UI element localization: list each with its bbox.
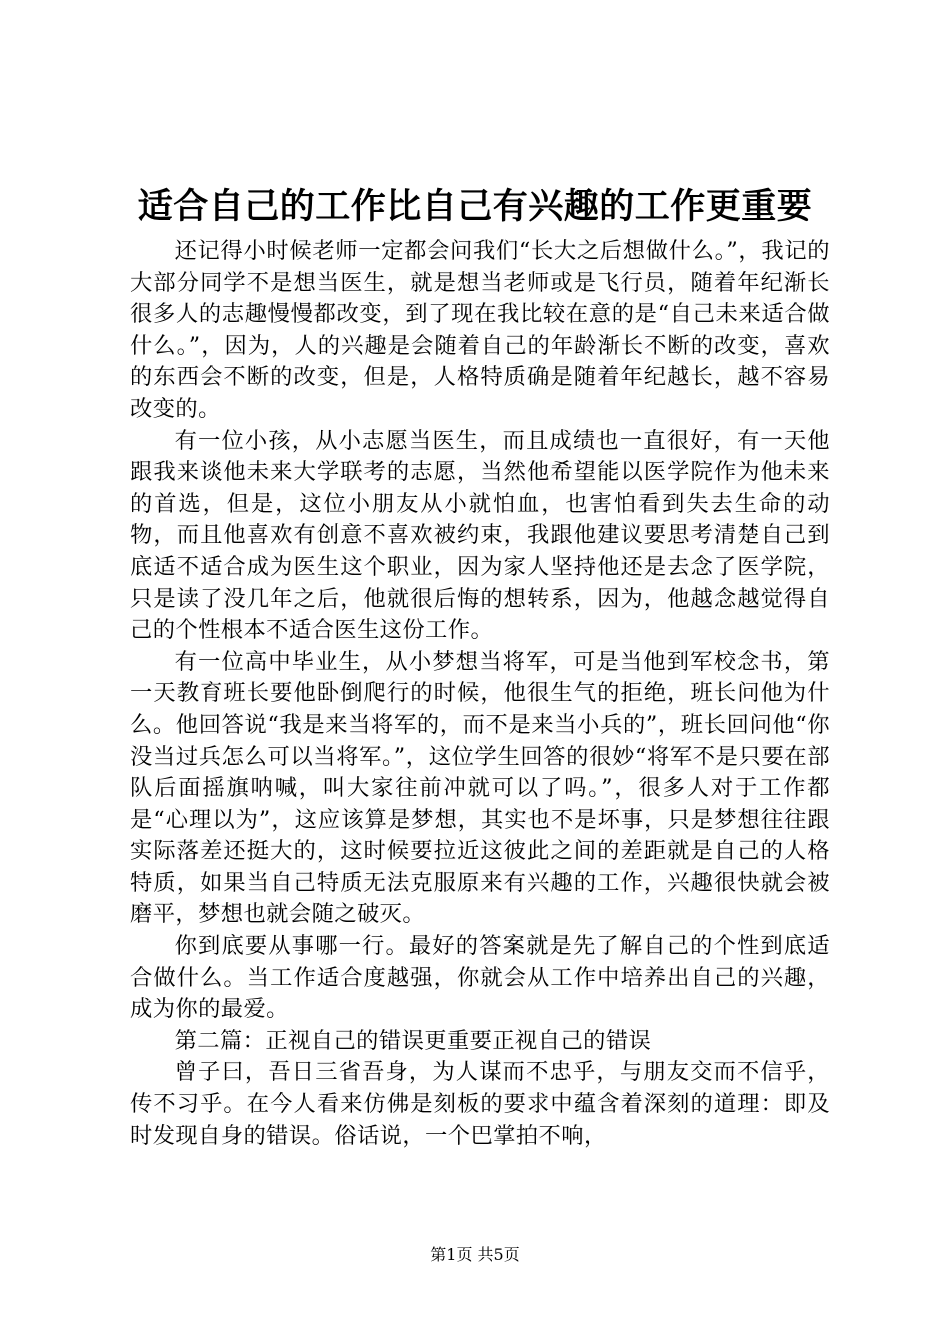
paragraph-3: 有一位高中毕业生，从小梦想当将军，可是当他到军校念书，第一天教育班长要他卧倒爬行的时候，他很生气的拒绝，班长问他为什么。他回答说“我是来当将军的，而不是来当小兵的”，班长回问他“你没当过兵怎么可以当将军。”，这位学生回答的很妙“将军不是只要在部队后面摇旗呐喊，叫大家往前冲就可以了吗。”，很多人对于工作都是“心理以为”，这应该算是梦想，其实也不是坏事，只是梦想往往跟实际落差还挺大的，这时候要拉近这彼此之间的差距就是自己的人格特质，如果当自己特质无法克服原来有兴趣的工作，兴趣很快就会被磨平，梦想也就会随之破灭。	[130, 648, 830, 928]
paragraph-2: 有一位小孩，从小志愿当医生，而且成绩也一直很好，有一天他跟我来谈他未来大学联考的志愿，当然他希望能以医学院作为他未来的首选，但是，这位小朋友从小就怕血，也害怕看到失去生命的动物，而且他喜欢有创意不喜欢被约束，我跟他建议要思考清楚自己到底适不适合成为医生这个职业，因为家人坚持他还是去念了医学院，只是读了没几年之后，他就很后悔的想转系，因为，他越念越觉得自己的个性根本不适合医生这份工作。	[130, 427, 830, 644]
page-footer: 第1页 共5页	[430, 1245, 520, 1264]
document-body	[130, 236, 830, 1152]
paragraph-1: 还记得小时候老师一定都会问我们“长大之后想做什么。”，我记的大部分同学不是想当医生，就是想当老师或是飞行员，随着年纪渐长很多人的志趣慢慢都改变，到了现在我比较在意的是“自己未来适合做什么。”，因为，人的兴趣是会随着自己的年龄渐长不断的改变，喜欢的东西会不断的改变，但是，人格特质确是随着年纪越长，越不容易改变的。	[130, 238, 830, 422]
paragraph-4: 你到底要从事哪一行。最好的答案就是先了解自己的个性到底适合做什么。当工作适合度越强，你就会从工作中培养出自己的兴趣，成为你的最爱。	[130, 933, 830, 1023]
section-heading: 第二篇：正视自己的错误更重要正视自己的错误	[174, 1027, 652, 1054]
paragraph-5: 曾子曰，吾日三省吾身，为人谋而不忠乎，与朋友交而不信乎，传不习乎。在今人看来仿佛是刻板的要求中蕴含着深刻的道理：即及时发现自身的错误。俗话说，一个巴掌拍不响，	[130, 1059, 830, 1149]
document-title: 适合自己的工作比自己有兴趣的工作更重要	[137, 186, 813, 227]
